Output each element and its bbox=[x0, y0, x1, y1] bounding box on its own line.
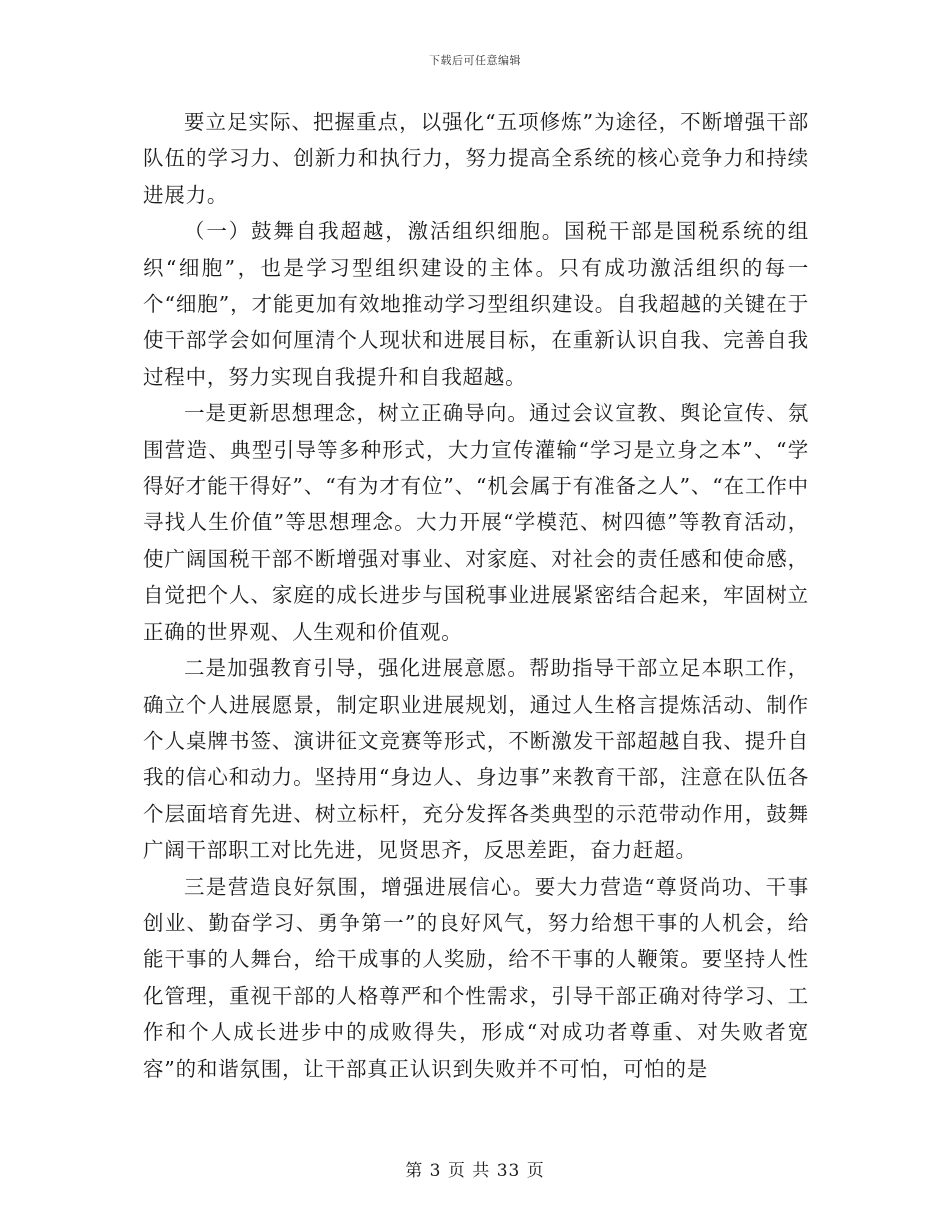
document-body bbox=[143, 104, 809, 1087]
paragraph-point-2: 二是加强教育引导，强化进展意愿。帮助指导干部立足本职工作，确立个人进展愿景，制定职业进展规划，通过人生格言提炼活动、制作个人桌牌书签、演讲征文竞赛等形式，不断激发干部超越自我、提升自我的信心和动力。坚持用“身边人、身边事”来教育干部，注意在队伍各个层面培育先进、树立标杆，充分发挥各类典型的示范带动作用，鼓舞广阔干部职工对比先进，见贤思齐，反思差距，奋力赶超。 bbox=[143, 656, 809, 863]
page-header: 下载后可任意编辑 bbox=[429, 54, 521, 67]
paragraph-point-3: 三是营造良好氛围，增强进展信心。要大力营造“尊贤尚功、干事创业、勤奋学习、勇争第一”的良好风气，努力给想干事的人机会，给能干事的人舞台，给干成事的人奖励，给不干事的人鞭策。要坚持人性化管理，重视干部的人格尊严和个性需求，引导干部正确对待学习、工作和个人成长进步中的成败得失，形成“对成功者尊重、对失败者宽容”的和谐氛围，让干部真正认识到失败并不可怕，可怕的是 bbox=[143, 874, 809, 1081]
page-number-footer: 第 3 页 共 33 页 bbox=[405, 1161, 545, 1181]
paragraph-intro: 要立足实际、把握重点，以强化“五项修炼”为途径，不断增强干部队伍的学习力、创新力和执行力，努力提高全系统的核心竞争力和持续进展力。 bbox=[143, 110, 809, 207]
paragraph-section-1: （一）鼓舞自我超越，激活组织细胞。国税干部是国税系统的组织“细胞”，也是学习型组织建设的主体。只有成功激活组织的每一个“细胞”，才能更加有效地推动学习型组织建设。自我超越的关键在于使干部学会如何厘清个人现状和进展目标，在重新认识自我、完善自我过程中，努力实现自我提升和自我超越。 bbox=[143, 219, 809, 389]
paragraph-point-1: 一是更新思想理念，树立正确导向。通过会议宣教、舆论宣传、氛围营造、典型引导等多种形式，大力宣传灌输“学习是立身之本”、“学得好才能干得好”、“有为才有位”、“机会属于有准备之人”、“在工作中寻找人生价值”等思想理念。大力开展“学模范、树四德”等教育活动，使广阔国税干部不断增强对事业、对家庭、对社会的责任感和使命感，自觉把个人、家庭的成长进步与国税事业进展紧密结合起来，牢固树立正确的世界观、人生观和价值观。 bbox=[143, 401, 809, 644]
